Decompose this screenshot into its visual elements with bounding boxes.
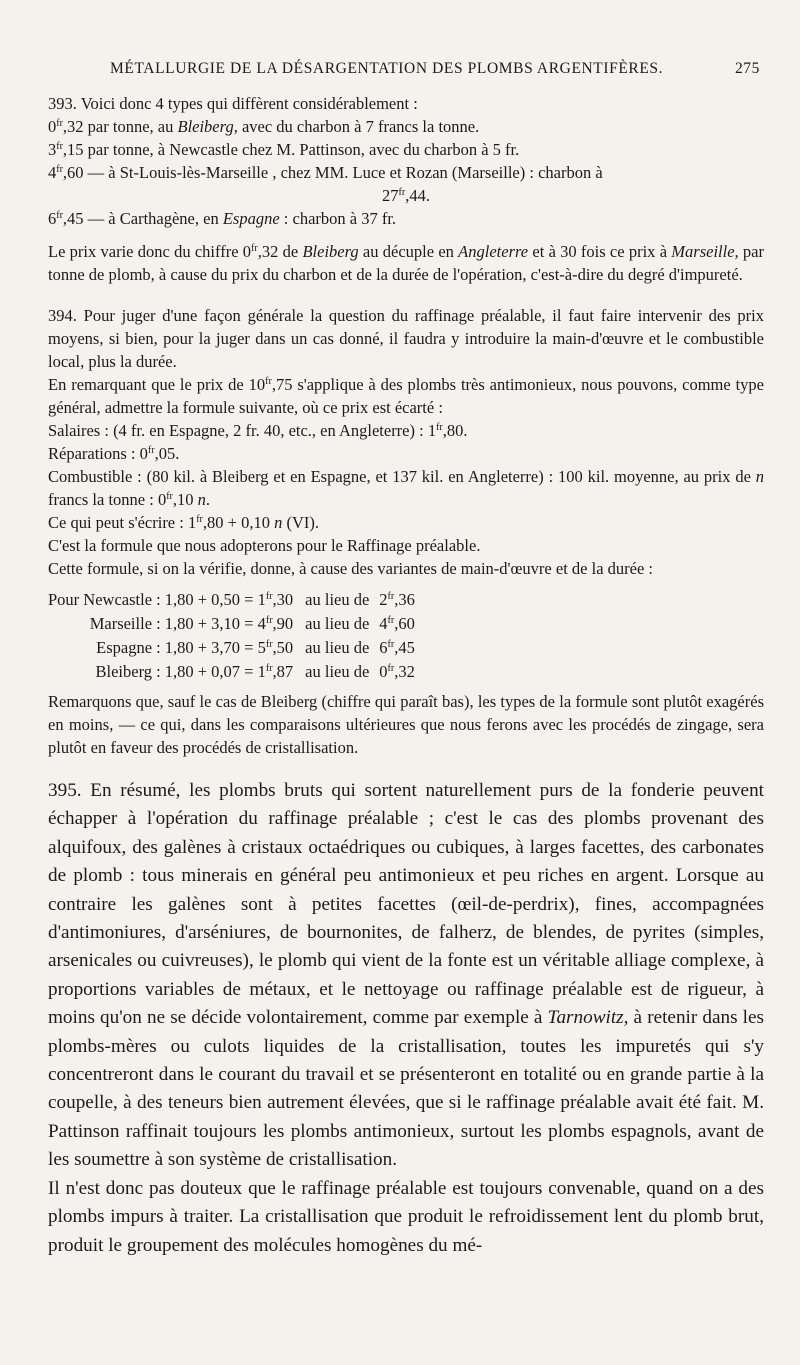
- p393-type-4: [48, 207, 764, 230]
- sum-i3: Marseille,: [671, 242, 739, 261]
- comparison-cell-loc: [48, 636, 165, 660]
- row-au: au lieu de: [305, 662, 370, 681]
- row-calc-sup: fr: [265, 639, 273, 650]
- sum-b: ,32 de: [257, 242, 303, 261]
- row-real-end: ,36: [394, 590, 415, 609]
- row-real: 4: [379, 614, 388, 633]
- combustible-b: francs la tonne : 0: [48, 490, 167, 509]
- page-number: 275: [734, 60, 760, 77]
- section-393: [48, 92, 764, 286]
- comparison-cell-au: [305, 660, 379, 684]
- sum-d: et à 30 fois ce prix à: [528, 242, 672, 261]
- p394-combustible: [48, 465, 764, 511]
- row-calc-end: ,30: [272, 590, 294, 609]
- p395-text2: Il n'est donc pas douteux que le raffinage préalable est toujours convenable, quand on a des plombs impurs à traiter. La cristallisation que produit le refroidissement lent du plomb brut, produit le groupement des molécules homogènes du mé-: [48, 1177, 764, 1256]
- p395-text: [48, 777, 764, 1175]
- sum-c: au décuple en: [358, 242, 459, 261]
- row-real-sup: fr: [387, 639, 395, 650]
- p393-type-3-cont: [48, 184, 764, 207]
- row-calc-end: ,87: [272, 662, 294, 681]
- t3-a: 4: [48, 163, 57, 182]
- row-real-sup: fr: [387, 615, 395, 626]
- salaires-a: Salaires : (4 fr. en Espagne, 2 fr. 40, etc., en Angleterre) : 1: [48, 421, 437, 440]
- t3-b: ,60 — à St-Louis-lès-Marseille , chez MM. Luce et Rozan (Marseille) : charbon à: [62, 163, 603, 182]
- t1-c: , avec du charbon à 7 francs la tonne.: [233, 117, 480, 136]
- running-title: MÉTALLURGIE DE LA DÉSARGENTATION DES PLOMBS ARGENTIFÈRES.: [110, 60, 664, 77]
- p393-type-3: [48, 161, 764, 184]
- row-real: 6: [379, 638, 388, 657]
- paragraph-number: 393.: [48, 94, 77, 113]
- row-calc-sup: fr: [265, 663, 273, 674]
- row-calc-sup: fr: [265, 591, 273, 602]
- comparison-cell-loc: [48, 660, 165, 684]
- sum-a: Le prix varie donc du chiffre 0: [48, 242, 252, 261]
- comparison-cell-real: [379, 588, 415, 612]
- p395-text-a: En résumé, les plombs bruts qui sortent naturellement purs de la fonderie peuvent échapper à l'opération du raffinage préalable ; c'est le cas des plombs provenant des alquifoux, des galènes à cristaux octaédriques ou cubiques, à larges facettes, des carbonates de plomb : tous minerais en général peu antimonieux et peu riches en argent. Lorsque au contraire les galènes sont à petites facettes (œil-de-perdrix), fines, accompagnées d'antimoniures, d'arséniures, de bournonites, de falherz, de blendes, de pyrites (simples, arsenicales ou cuivreuses), le plomb qui vient de la fonte est un véritable alliage complexe, à proportions variables de métaux, et le nettoyage ou raffinage préalable est de rigueur, à moins qu'on ne se décide volontairement, comme par exemple à: [48, 780, 764, 1029]
- comparison-cell-val: [165, 636, 305, 660]
- row-calc: 1,80 + 3,10 = 4: [164, 614, 266, 633]
- row-calc: 1,80 + 0,50 = 1: [164, 590, 266, 609]
- t4-sup: fr: [56, 210, 63, 221]
- comparison-cell-au: [305, 588, 379, 612]
- p394-remark: Remarquons que, sauf le cas de Bleiberg (chiffre qui paraît bas), les types de la formule sont plutôt exagérés en moins, — ce qui, dans les comparaisons ultérieures que nous ferons avec les procédés de zingage, sera plutôt en faveur des procédés de cristallisation.: [48, 692, 764, 757]
- comparison-row: [48, 612, 415, 636]
- combustible-n2: n: [197, 490, 206, 509]
- t1-a: 0: [48, 117, 57, 136]
- row-real-sup: fr: [387, 591, 395, 602]
- section-395: [48, 777, 764, 1260]
- row-real-end: ,32: [394, 662, 415, 681]
- combustible-d: .: [205, 490, 211, 509]
- p394-reparations: [48, 442, 764, 465]
- section-394: [48, 304, 764, 759]
- page-body: [48, 92, 764, 1260]
- row-calc-end: ,90: [272, 614, 294, 633]
- formula-c: (VI).: [282, 513, 319, 532]
- t1-b: ,32 par tonne, au: [62, 117, 178, 136]
- combustible-c: ,10: [172, 490, 198, 509]
- row-calc: 1,80 + 0,07 = 1: [164, 662, 266, 681]
- row-real: 2: [379, 590, 388, 609]
- comparison-cell-loc: [48, 612, 165, 636]
- p393-type-1: [48, 115, 764, 138]
- p393-intro: [48, 92, 764, 115]
- comparison-cell-val: [165, 612, 305, 636]
- comparison-cell-loc: [48, 588, 165, 612]
- t3-sup: fr: [56, 164, 63, 175]
- row-place: Pour Newcastle :: [48, 590, 161, 609]
- t2-a: 3: [48, 140, 57, 159]
- t1-sup: fr: [56, 118, 63, 129]
- t2-b: ,15 par tonne, à Newcastle chez M. Pattinson, avec du charbon à 5 fr.: [62, 140, 520, 159]
- combustible-sup: fr: [166, 491, 173, 502]
- salaires-sup: fr: [436, 422, 443, 433]
- comparison-cell-au: [305, 636, 379, 660]
- formula-sup: fr: [196, 514, 203, 525]
- row-real: 0: [379, 662, 388, 681]
- t4-c: : charbon à 37 fr.: [279, 209, 397, 228]
- row-au: au lieu de: [305, 638, 370, 657]
- comparison-row: [48, 636, 415, 660]
- reparations-sup: fr: [147, 445, 155, 456]
- p395-text-b: , à retenir dans les plombs-mères ou culots liquides de la cristallisation, toutes les impuretés qui s'y concentreront dans le courant du travail et se présenteront en totalité ou en grande partie à la coupelle, à des teneurs bien autrement élevées, que si le raffinage préalable avait été fait. M. Pattinson raffinait toujours les plombs antimonieux, surtout les plombs espagnols, avant de les soumettre à son système de cristallisation.: [48, 1007, 764, 1171]
- combustible-a: Combustible : (80 kil. à Bleiberg et en Espagne, et 137 kil. en Angleterre) : 100 kil. moyenne, au prix de: [48, 467, 756, 486]
- p395-place: Tarnowitz: [547, 1007, 624, 1029]
- row-real-sup: fr: [387, 663, 395, 674]
- paragraph-number: 394.: [48, 306, 77, 325]
- row-au: au lieu de: [305, 614, 370, 633]
- row-calc-sup: fr: [265, 615, 273, 626]
- t4-a: 6: [48, 209, 57, 228]
- comparison-row: [48, 660, 415, 684]
- p394-text1-body: Pour juger d'une façon générale la question du raffinage préalable, il faut faire intervenir des prix moyens, si bien, pour la juger dans un cas donné, il faudra y introduire la main-d'œuvre et le combustible local, plus la durée.: [48, 306, 764, 371]
- p394-formula: [48, 511, 764, 534]
- p393-summary: [48, 240, 764, 286]
- comparison-cell-au: [305, 612, 379, 636]
- formula-b: ,80 + 0,10: [202, 513, 275, 532]
- comparison-cell-real: [379, 636, 415, 660]
- reparations-b: ,05.: [154, 444, 180, 463]
- t4-b: ,45 — à Carthagène, en: [62, 209, 223, 228]
- formula-a: Ce qui peut s'écrire : 1: [48, 513, 197, 532]
- combustible-n: n: [755, 467, 764, 486]
- comparison-cell-val: [165, 588, 305, 612]
- t2-sup: fr: [56, 141, 63, 152]
- sum-i1: Bleiberg: [302, 242, 359, 261]
- sum-i2: Angleterre: [458, 242, 529, 261]
- t4-place: Espagne: [222, 209, 280, 228]
- paragraph-number: 395.: [48, 780, 82, 801]
- sum-e: par tonne de plomb, à cause du prix du charbon et de la durée de l'opération, c'est-à-dire du degré d'impureté.: [48, 242, 764, 284]
- formula-n: n: [274, 513, 283, 532]
- p394-text1: [48, 304, 764, 373]
- text2b: ,75 s'applique à des plombs très antimonieux, nous pouvons, comme type général, admettre la formule suivante, où ce prix est écarté :: [48, 375, 764, 417]
- p394-text2: [48, 373, 764, 419]
- comparison-cell-real: [379, 660, 415, 684]
- comparison-row: [48, 588, 415, 612]
- row-au: au lieu de: [305, 590, 370, 609]
- t3b-b: ,44.: [405, 186, 430, 205]
- row-calc: 1,80 + 3,70 = 5: [164, 638, 266, 657]
- row-real-end: ,45: [394, 638, 415, 657]
- p393-type-2: [48, 138, 764, 161]
- row-place: Espagne :: [96, 638, 161, 657]
- t1-place: Bleiberg: [177, 117, 234, 136]
- salaires-b: ,80.: [442, 421, 468, 440]
- comparison-cell-val: [165, 660, 305, 684]
- row-calc-end: ,50: [272, 638, 294, 657]
- sum-sup: fr: [251, 243, 258, 254]
- t3b-sup: fr: [398, 187, 406, 198]
- row-place: Marseille :: [89, 614, 161, 633]
- p394-salaires: [48, 419, 764, 442]
- p394-verify: Cette formule, si on la vérifie, donne, à cause des variantes de main-d'œuvre et de la durée :: [48, 559, 653, 578]
- t3b-a: 27: [382, 186, 399, 205]
- comparison-cell-real: [379, 612, 415, 636]
- comparison-table: [48, 588, 415, 684]
- row-real-end: ,60: [394, 614, 415, 633]
- reparations-a: Réparations : 0: [48, 444, 148, 463]
- p393-intro-text: Voici donc 4 types qui diffèrent considérablement :: [76, 94, 418, 113]
- text2sup: fr: [265, 376, 272, 387]
- p394-formula-note: C'est la formule que nous adopterons pour le Raffinage préalable.: [48, 536, 481, 555]
- text2a: En remarquant que le prix de 10: [48, 375, 266, 394]
- row-place: Bleiberg :: [95, 662, 161, 681]
